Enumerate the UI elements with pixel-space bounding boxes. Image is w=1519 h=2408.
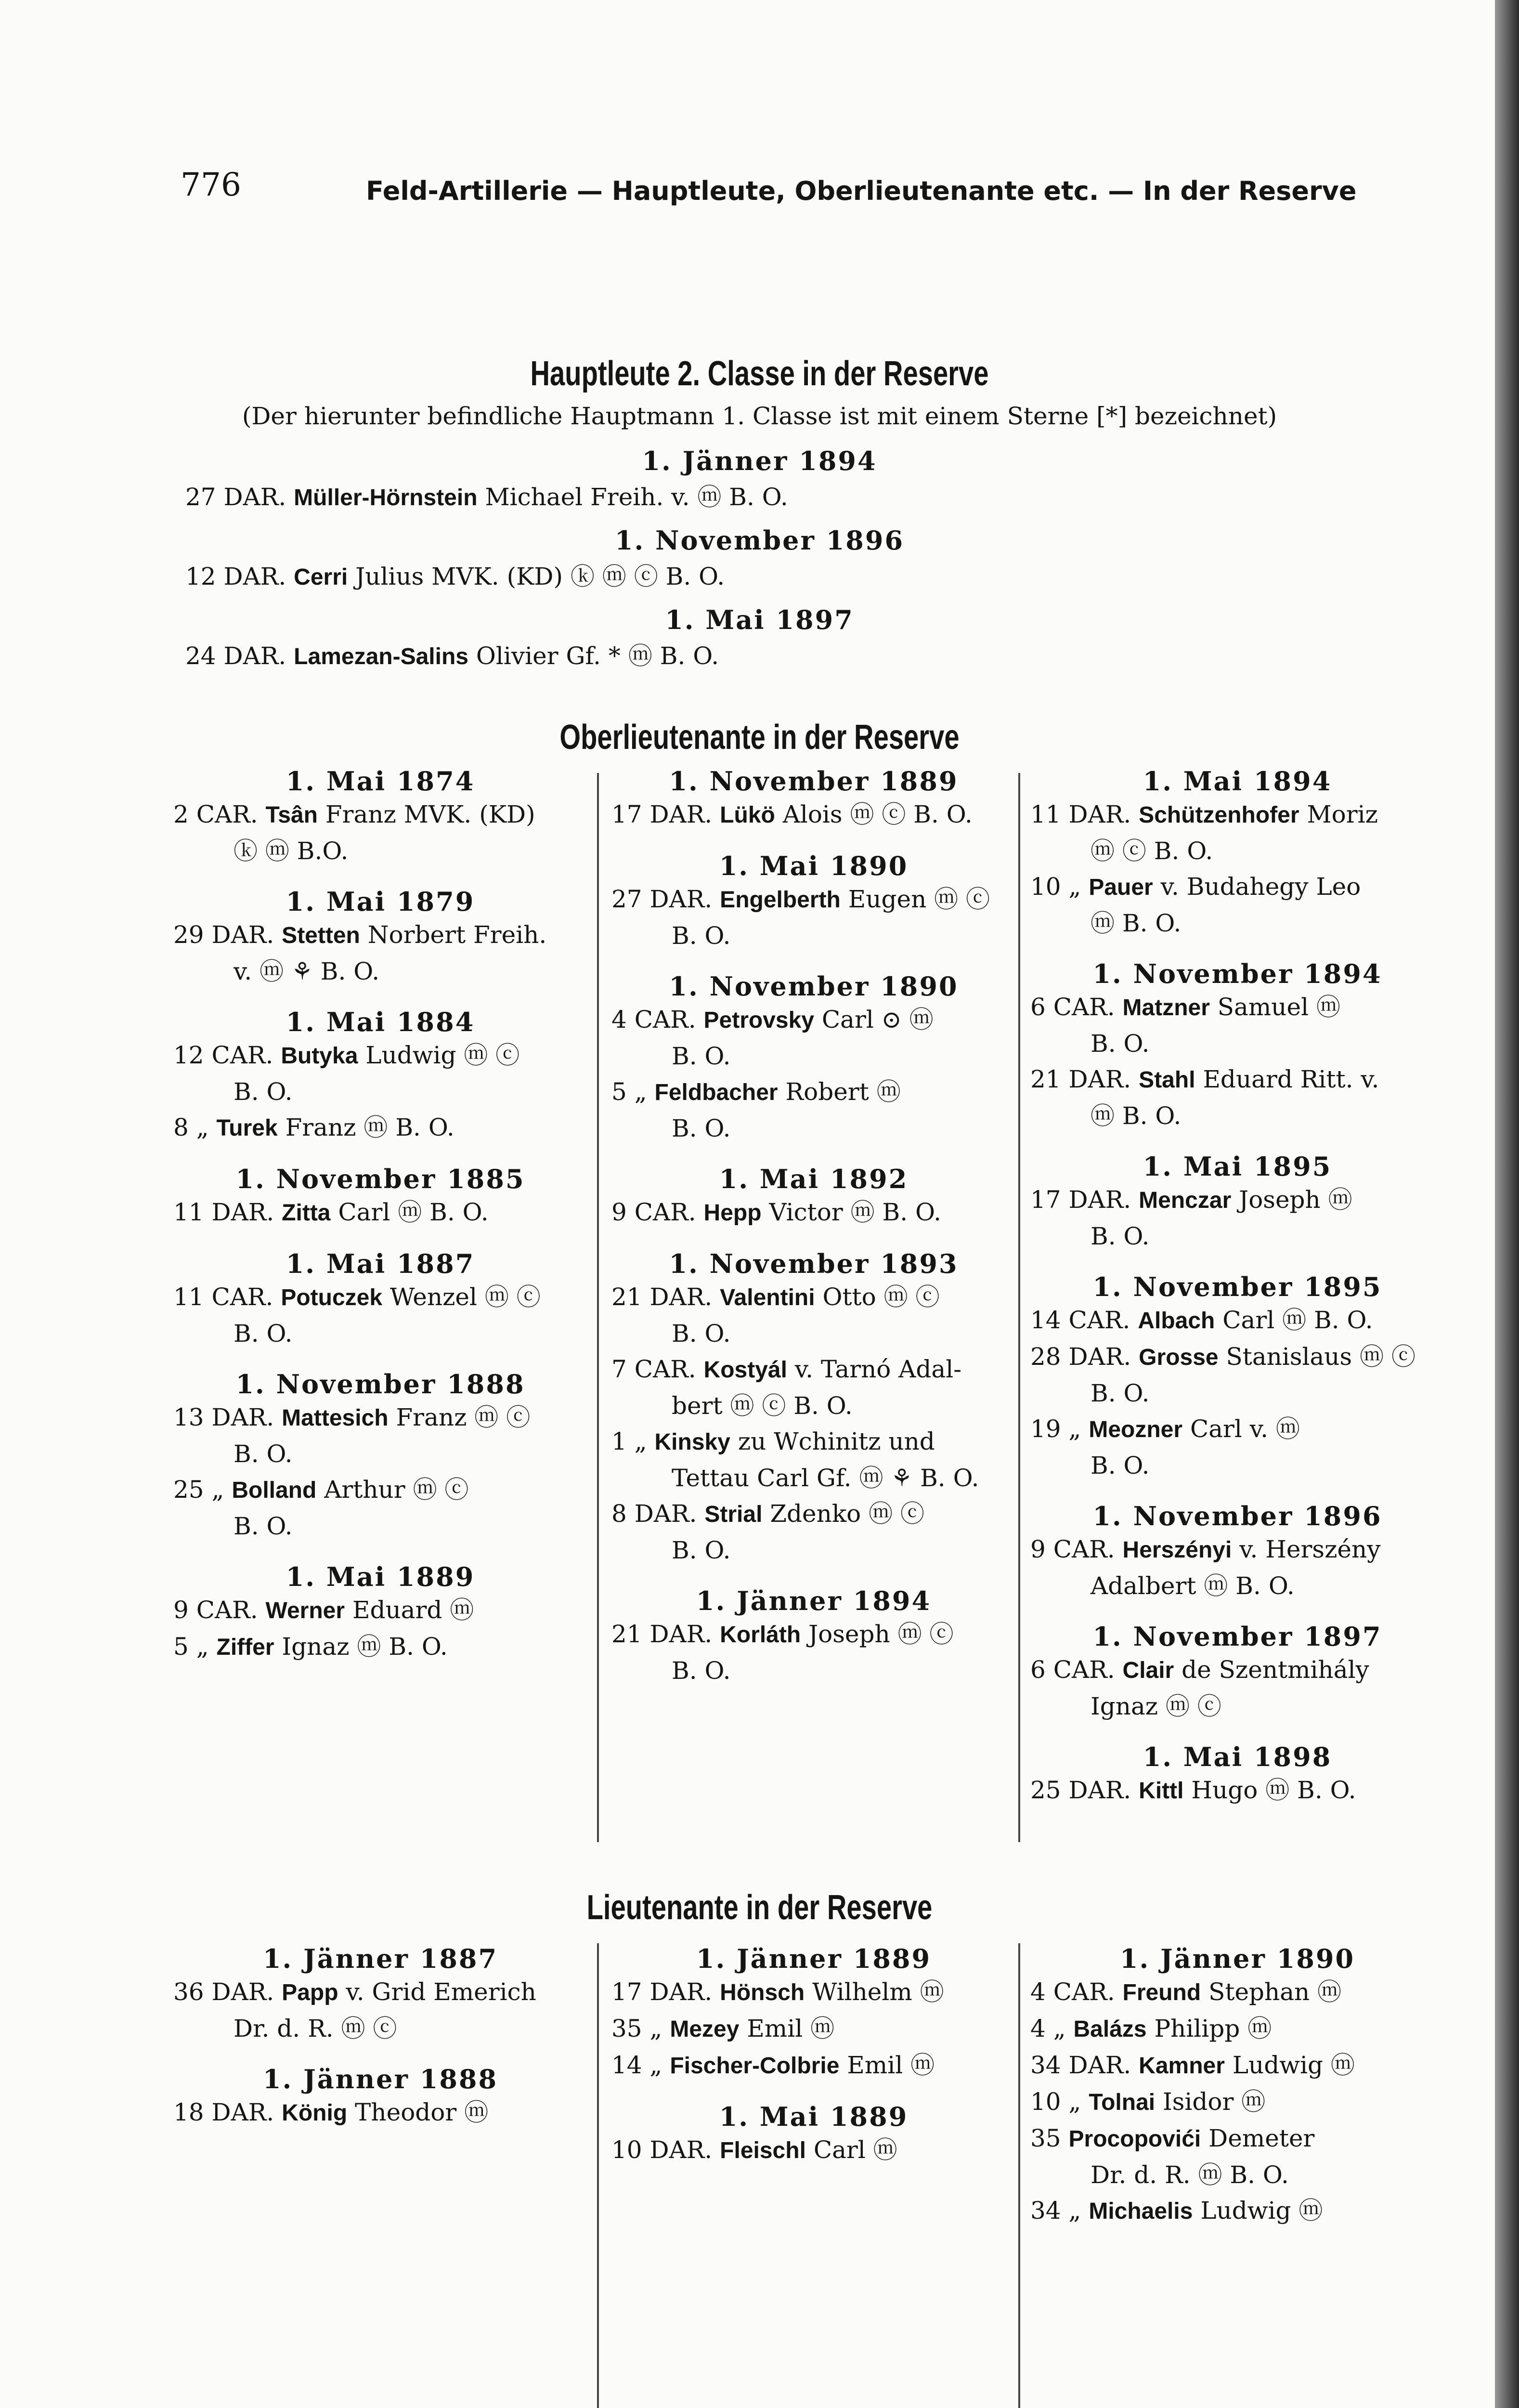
entry-prefix: 8 „ — [173, 1113, 209, 1141]
group-date: 1. Mai 1879 — [286, 886, 475, 917]
group-date: 1. Jänner 1889 — [696, 1943, 932, 1974]
list-item — [611, 2011, 1016, 2047]
column-divider — [597, 1943, 599, 2408]
entry-prefix: 12 DAR. — [185, 563, 286, 590]
entry-prefix: 21 DAR. — [1030, 1065, 1131, 1093]
entry-name: Meozner — [1089, 1417, 1183, 1442]
date-group — [611, 851, 1016, 954]
list-item — [1030, 797, 1444, 869]
entry-rest: v. Grid Emerich — [346, 1978, 536, 2006]
entry-name: Hepp — [703, 1200, 762, 1226]
entry-rest: Samuel ⓜ — [1217, 993, 1340, 1021]
group-date: 1. November 1885 — [235, 1164, 525, 1194]
entry-rest: Eduard Ritt. v. — [1203, 1065, 1379, 1093]
entry-rest: de Szentmihály — [1181, 1656, 1369, 1684]
group-date: 1. November 1890 — [669, 971, 959, 1002]
date-group — [1030, 1621, 1444, 1724]
date-group — [1030, 1741, 1444, 1809]
list-item — [173, 1629, 587, 1665]
entry-prefix: 6 CAR. — [1030, 1656, 1115, 1684]
hauptleute-date-3: 1. Mai 1897 — [665, 604, 854, 635]
list-item — [611, 1279, 1016, 1351]
entry-prefix: 24 DAR. — [185, 642, 286, 670]
entry-prefix: 8 DAR. — [611, 1500, 697, 1528]
entry-prefix: 4 CAR. — [1030, 1978, 1115, 2006]
hauptleute-entry-3 — [185, 638, 719, 675]
entry-rest: Emil ⓜ — [747, 2015, 835, 2042]
entry-rest: Eugen ⓜ ⓒ — [848, 885, 990, 913]
entry-rest: Ludwig ⓜ ⓒ — [365, 1041, 520, 1069]
entry-name: Kinsky — [654, 1429, 730, 1455]
group-date: 1. November 1896 — [1092, 1501, 1382, 1531]
date-group — [611, 971, 1016, 1146]
group-date: 1. Mai 1890 — [719, 851, 909, 881]
page-edge-shadow — [1495, 0, 1519, 2408]
entry-prefix: 1 „ — [611, 1427, 647, 1455]
entry-continuation: B. O. — [672, 1320, 731, 1348]
group-date: 1. Mai 1889 — [286, 1561, 475, 1592]
entry-continuation: bert ⓜ ⓒ B. O. — [672, 1392, 853, 1420]
list-item — [1030, 989, 1444, 1061]
group-date: 1. Mai 1887 — [286, 1248, 475, 1279]
entry-name: Lükö — [720, 802, 775, 828]
lieutenante-column-1 — [173, 1943, 587, 2408]
entry-rest: Ludwig ⓜ — [1200, 2197, 1323, 2225]
entry-continuation: B. O. — [1091, 1379, 1150, 1407]
entry-continuation: B. O. — [672, 1657, 731, 1685]
running-title: Feld-Artillerie — Hauptleute, Oberlieutenante etc. — In der Reserve — [366, 176, 1357, 206]
entry-rest: Franz ⓜ B. O. — [285, 1113, 454, 1141]
group-date: 1. Mai 1892 — [719, 1164, 909, 1194]
entry-rest: Demeter — [1208, 2124, 1315, 2152]
list-item — [611, 1351, 1016, 1424]
entry-prefix: 11 CAR. — [173, 1283, 273, 1311]
list-item — [1030, 1302, 1444, 1339]
entry-name: Potuczek — [281, 1285, 383, 1310]
entry-name: Engelberth — [720, 887, 841, 913]
list-item — [611, 1074, 1016, 1146]
entry-prefix: 13 DAR. — [173, 1403, 274, 1431]
list-item — [173, 797, 587, 869]
list-item — [1030, 2120, 1444, 2193]
list-item — [1030, 1652, 1444, 1724]
list-item — [611, 1974, 1016, 2011]
entry-rest: Stephan ⓜ — [1208, 1978, 1342, 2006]
entry-name: Papp — [282, 1980, 338, 2005]
entry-name: Ziffer — [216, 1635, 274, 1660]
entry-name: Kamner — [1139, 2053, 1225, 2079]
date-group — [611, 766, 1016, 833]
entry-prefix: 14 CAR. — [1030, 1306, 1130, 1334]
entry-name: Kostyál — [703, 1357, 787, 1383]
list-item — [1030, 1061, 1444, 1134]
entry-continuation: B. O. — [672, 1042, 731, 1070]
entry-name: Lamezan-Salins — [294, 644, 468, 669]
entry-rest: Moriz — [1307, 800, 1378, 828]
date-group — [1030, 1271, 1444, 1483]
list-item — [173, 2094, 587, 2131]
entry-prefix: 12 CAR. — [173, 1041, 273, 1069]
list-item — [173, 1279, 587, 1351]
entry-prefix: 27 DAR. — [185, 483, 286, 511]
entry-name: Hönsch — [720, 1980, 805, 2005]
entry-prefix: 34 DAR. — [1030, 2051, 1131, 2079]
entry-prefix: 29 DAR. — [173, 921, 274, 949]
entry-continuation: Dr. d. R. ⓜ B. O. — [1091, 2161, 1289, 2189]
hauptleute-title: Hauptleute 2. Classe in der Reserve — [530, 354, 989, 393]
entry-rest: Otto ⓜ ⓒ — [822, 1283, 940, 1311]
entry-name: Mattesich — [282, 1405, 389, 1431]
entry-name: Kittl — [1139, 1778, 1184, 1804]
entry-rest: v. Budahegy Leo — [1160, 873, 1361, 901]
entry-prefix: 17 DAR. — [1030, 1186, 1131, 1214]
group-date: 1. Mai 1895 — [1142, 1151, 1332, 1182]
list-item — [1030, 1339, 1444, 1411]
date-group — [173, 1164, 587, 1231]
date-group — [173, 1248, 587, 1351]
entry-rest: Eduard ⓜ — [352, 1596, 474, 1624]
entry-continuation: B. O. — [234, 1078, 293, 1106]
entry-name: König — [282, 2100, 348, 2126]
entry-rest: Wenzel ⓜ ⓒ — [389, 1283, 541, 1311]
entry-prefix: 17 DAR. — [611, 1978, 713, 2006]
entry-rest: Carl ⓜ B. O. — [338, 1198, 489, 1226]
list-item — [611, 1496, 1016, 1568]
date-group — [1030, 1151, 1444, 1254]
oberlieutenante-column-2 — [611, 766, 1016, 1845]
entry-rest: Joseph ⓜ — [1239, 1186, 1352, 1214]
date-group — [1030, 1501, 1444, 1604]
entry-prefix: 9 CAR. — [611, 1198, 696, 1226]
date-group — [611, 1943, 1016, 2084]
entry-name: Feldbacher — [654, 1080, 778, 1105]
group-date: 1. Jänner 1888 — [262, 2064, 498, 2094]
date-group — [173, 1007, 587, 1146]
entry-rest: Carl ⓜ B. O. — [1222, 1306, 1373, 1334]
group-date: 1. Mai 1874 — [286, 766, 475, 797]
entry-prefix: 25 „ — [173, 1476, 224, 1504]
entry-name: Stetten — [282, 923, 360, 948]
entry-rest: Robert ⓜ — [785, 1078, 901, 1106]
list-item — [1030, 1531, 1444, 1604]
entry-name: Petrovsky — [703, 1008, 815, 1033]
list-item — [1030, 1772, 1444, 1809]
entry-prefix: 14 „ — [611, 2051, 662, 2079]
entry-prefix: 28 DAR. — [1030, 1343, 1131, 1371]
entry-prefix: 4 „ — [1030, 2015, 1066, 2042]
entry-name: Fischer-Colbrie — [670, 2053, 840, 2079]
entry-continuation: ⓜ B. O. — [1091, 1102, 1181, 1130]
entry-rest: Norbert Freih. — [367, 921, 547, 949]
entry-name: Bolland — [232, 1478, 317, 1503]
entry-name: Michaelis — [1089, 2199, 1193, 2224]
list-item — [611, 1194, 1016, 1231]
entry-name: Fleischl — [720, 2138, 806, 2163]
entry-prefix: 5 „ — [611, 1078, 647, 1106]
entry-name: Tolnai — [1089, 2090, 1155, 2115]
entry-name: Schützenhofer — [1139, 802, 1299, 828]
entry-prefix: 19 „ — [1030, 1415, 1081, 1443]
entry-prefix: 5 „ — [173, 1633, 209, 1661]
entry-rest: Olivier Gf. * ⓜ B. O. — [476, 642, 719, 670]
entry-prefix: 2 CAR. — [173, 800, 258, 828]
entry-name: Stahl — [1139, 1067, 1195, 1093]
entry-prefix: 17 DAR. — [611, 800, 713, 828]
date-group — [611, 2101, 1016, 2169]
entry-rest: Carl v. ⓜ — [1190, 1415, 1300, 1443]
entry-prefix: 4 CAR. — [611, 1006, 696, 1034]
date-group — [1030, 1943, 1444, 2229]
list-item — [1030, 2047, 1444, 2084]
entry-rest: Ludwig ⓜ — [1232, 2051, 1355, 2079]
entry-name: Pauer — [1089, 875, 1153, 900]
entry-name: Werner — [265, 1598, 345, 1623]
hauptleute-date-1: 1. Jänner 1894 — [642, 445, 877, 476]
date-group — [1030, 958, 1444, 1134]
list-item — [173, 1037, 587, 1110]
list-item — [611, 1616, 1016, 1688]
entry-name: Zitta — [282, 1200, 331, 1226]
entry-continuation: B. O. — [234, 1320, 293, 1348]
entry-name: Albach — [1138, 1308, 1215, 1334]
list-item — [611, 881, 1016, 954]
entry-rest: Hugo ⓜ B. O. — [1191, 1776, 1356, 1804]
date-group — [173, 1943, 587, 2046]
entry-prefix: 11 DAR. — [173, 1198, 274, 1226]
entry-rest: Isidor ⓜ — [1163, 2088, 1266, 2116]
list-item — [173, 917, 587, 989]
entry-name: Freund — [1122, 1980, 1201, 2005]
hauptleute-note: (Der hierunter befindliche Hauptmann 1. Classe ist mit einem Sterne [*] bezeichnet) — [242, 402, 1277, 430]
group-date: 1. Mai 1889 — [719, 2101, 909, 2132]
list-item — [611, 1002, 1016, 1074]
entry-continuation: B. O. — [672, 1536, 731, 1564]
column-divider — [1018, 1943, 1020, 2408]
list-item — [1030, 1974, 1444, 2011]
entry-rest: zu Wchinitz und — [738, 1427, 935, 1455]
group-date: 1. Mai 1894 — [1142, 766, 1332, 797]
entry-name: Müller-Hörnstein — [294, 485, 478, 510]
entry-rest: Stanislaus ⓜ ⓒ — [1226, 1343, 1415, 1371]
entry-continuation: ⓚ ⓜ B.O. — [234, 837, 349, 865]
entry-rest: Zdenko ⓜ ⓒ — [770, 1500, 925, 1528]
oberlieutenante-title: Oberlieutenante in der Reserve — [559, 718, 960, 757]
list-item — [1030, 2011, 1444, 2047]
entry-prefix: 9 CAR. — [173, 1596, 258, 1624]
entry-rest: Julius MVK. (KD) ⓚ ⓜ ⓒ B. O. — [355, 563, 725, 590]
date-group — [173, 2064, 587, 2131]
column-divider — [1018, 773, 1020, 1842]
entry-name: Cerri — [294, 564, 348, 590]
entry-continuation: Tettau Carl Gf. ⓜ ⚘ B. O. — [672, 1464, 979, 1492]
list-item — [1030, 2084, 1444, 2120]
entry-continuation: Dr. d. R. ⓜ ⓒ — [234, 2015, 397, 2042]
entry-rest: Alois ⓜ ⓒ B. O. — [782, 800, 973, 828]
hauptleute-entry-2 — [185, 559, 725, 595]
group-date: 1. November 1893 — [669, 1248, 959, 1279]
entry-rest: Philipp ⓜ — [1154, 2015, 1272, 2042]
lieutenante-title: Lieutenante in der Reserve — [586, 1888, 933, 1927]
entry-name: Butyka — [281, 1043, 358, 1069]
entry-continuation: ⓜ B. O. — [1091, 909, 1181, 937]
entry-name: Strial — [704, 1502, 763, 1527]
entry-name: Mezey — [670, 2016, 740, 2042]
entry-name: Procopovići — [1068, 2126, 1201, 2152]
entry-continuation: B. O. — [234, 1440, 293, 1468]
group-date: 1. Jänner 1890 — [1119, 1943, 1355, 1974]
list-item — [173, 1110, 587, 1146]
entry-prefix: 9 CAR. — [1030, 1535, 1115, 1563]
column-divider — [597, 773, 599, 1842]
entry-prefix: 18 DAR. — [173, 2098, 274, 2126]
entry-rest: Franz MVK. (KD) — [325, 800, 535, 828]
entry-rest: Victor ⓜ B. O. — [769, 1198, 942, 1226]
group-date: 1. Jänner 1894 — [696, 1585, 932, 1616]
group-date: 1. November 1889 — [669, 766, 959, 797]
group-date: 1. November 1888 — [235, 1369, 525, 1400]
entry-continuation: Ignaz ⓜ ⓒ — [1091, 1692, 1221, 1720]
entry-name: Clair — [1122, 1658, 1174, 1683]
entry-rest: Emil ⓜ — [847, 2051, 935, 2079]
date-group — [173, 766, 587, 869]
entry-prefix: 34 „ — [1030, 2197, 1081, 2225]
oberlieutenante-column-3 — [1030, 766, 1444, 1845]
entry-rest: Joseph ⓜ ⓒ — [808, 1620, 954, 1648]
entry-continuation: B. O. — [672, 1114, 731, 1142]
list-item — [173, 1974, 587, 2046]
entry-rest: Theodor ⓜ — [355, 2098, 489, 2126]
entry-continuation: B. O. — [1091, 1222, 1150, 1250]
date-group — [1030, 766, 1444, 941]
date-group — [173, 1369, 587, 1544]
page-number: 776 — [181, 166, 241, 203]
date-group — [611, 1585, 1016, 1688]
entry-rest: Carl ⓜ — [813, 2136, 897, 2164]
entry-name: Tsân — [265, 802, 318, 828]
entry-prefix: 11 DAR. — [1030, 800, 1131, 828]
entry-name: Herszényi — [1122, 1537, 1232, 1563]
lieutenante-column-2 — [611, 1943, 1016, 2408]
group-date: 1. Mai 1898 — [1142, 1741, 1332, 1772]
list-item — [611, 2047, 1016, 2084]
lieutenante-column-3 — [1030, 1943, 1444, 2408]
list-item — [1030, 1411, 1444, 1483]
entry-prefix: 25 DAR. — [1030, 1776, 1131, 1804]
hauptleute-date-2: 1. November 1896 — [614, 525, 905, 556]
entry-prefix: 10 „ — [1030, 873, 1081, 901]
group-date: 1. Mai 1884 — [286, 1007, 475, 1037]
entry-prefix: 21 DAR. — [611, 1283, 713, 1311]
entry-rest: Wilhelm ⓜ — [812, 1978, 944, 2006]
group-date: 1. Jänner 1887 — [262, 1943, 498, 1974]
list-item — [173, 1592, 587, 1629]
date-group — [611, 1164, 1016, 1231]
entry-continuation: B. O. — [672, 922, 731, 950]
entry-name: Matzner — [1122, 995, 1210, 1021]
entry-name: Korláth — [720, 1622, 801, 1648]
list-item — [1030, 869, 1444, 941]
entry-prefix: 6 CAR. — [1030, 993, 1115, 1021]
list-item — [1030, 2193, 1444, 2229]
group-date: 1. November 1897 — [1092, 1621, 1382, 1652]
entry-prefix: 10 „ — [1030, 2088, 1081, 2116]
list-item — [173, 1400, 587, 1472]
entry-continuation: ⓜ ⓒ B. O. — [1091, 837, 1213, 865]
entry-prefix: 10 DAR. — [611, 2136, 713, 2164]
entry-continuation: B. O. — [234, 1512, 293, 1540]
entry-continuation: B. O. — [1091, 1030, 1150, 1058]
group-date: 1. November 1894 — [1092, 958, 1382, 989]
entry-prefix: 35 — [1030, 2124, 1061, 2152]
entry-continuation: v. ⓜ ⚘ B. O. — [234, 957, 380, 985]
list-item — [611, 2132, 1016, 2169]
date-group — [173, 1561, 587, 1665]
list-item — [611, 1424, 1016, 1496]
entry-prefix: 21 DAR. — [611, 1620, 713, 1648]
hauptleute-entry-1 — [185, 479, 788, 516]
group-date: 1. November 1895 — [1092, 1271, 1382, 1302]
entry-rest: Carl ⊙ ⓜ — [821, 1006, 934, 1034]
entry-name: Balázs — [1073, 2016, 1147, 2042]
entry-rest: Michael Freih. v. ⓜ B. O. — [485, 483, 788, 511]
entry-prefix: 35 „ — [611, 2015, 662, 2042]
entry-rest: Ignaz ⓜ B. O. — [282, 1633, 448, 1661]
entry-name: Valentini — [720, 1285, 815, 1310]
list-item — [1030, 1182, 1444, 1254]
entry-prefix: 7 CAR. — [611, 1355, 696, 1383]
entry-rest: Arthur ⓜ ⓒ — [324, 1476, 469, 1504]
entry-rest: Franz ⓜ ⓒ — [396, 1403, 531, 1431]
list-item — [173, 1194, 587, 1231]
date-group — [173, 886, 587, 989]
entry-rest: v. Herszény — [1239, 1535, 1381, 1563]
list-item — [173, 1472, 587, 1544]
entry-name: Turek — [216, 1115, 278, 1141]
date-group — [611, 1248, 1016, 1568]
entry-continuation: Adalbert ⓜ B. O. — [1091, 1572, 1295, 1600]
entry-prefix: 27 DAR. — [611, 885, 713, 913]
oberlieutenante-column-1 — [173, 766, 587, 1845]
list-item — [611, 797, 1016, 833]
entry-continuation: B. O. — [1091, 1452, 1150, 1479]
entry-prefix: 36 DAR. — [173, 1978, 274, 2006]
entry-rest: v. Tarnó Adal- — [794, 1355, 962, 1383]
entry-name: Grosse — [1139, 1345, 1219, 1370]
entry-name: Menczar — [1139, 1188, 1232, 1213]
